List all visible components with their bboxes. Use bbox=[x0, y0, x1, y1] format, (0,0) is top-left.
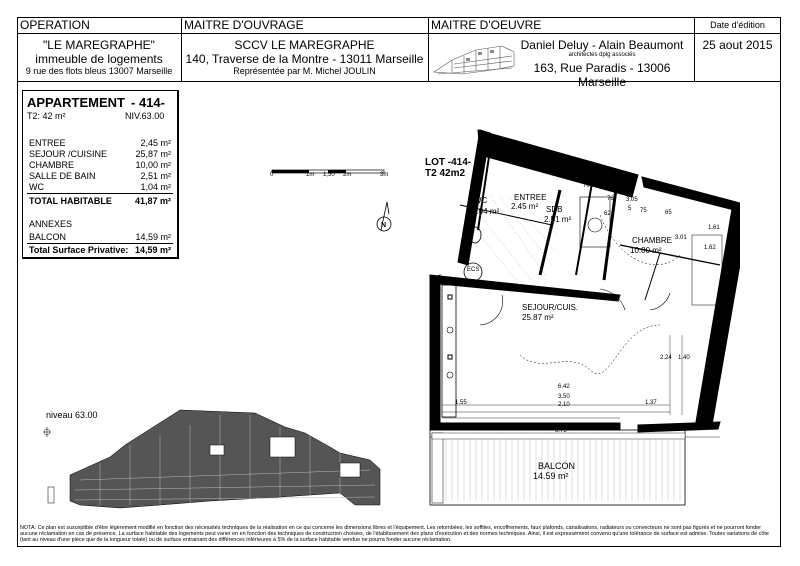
lot-label: LOT -414- bbox=[425, 157, 472, 168]
dimension-label: 75 bbox=[640, 208, 647, 214]
apartment-title: APPARTEMENT bbox=[27, 95, 125, 110]
scale-label: 0 bbox=[270, 172, 274, 178]
balcon-value: 14,59 m² bbox=[135, 232, 171, 242]
svg-text:N: N bbox=[381, 222, 387, 229]
maitre-ouvrage-rep: Représentée par M. Michel JOULIN bbox=[233, 66, 376, 76]
maitre-ouvrage-name: SCCV LE MAREGRAPHE bbox=[234, 38, 375, 52]
north-arrow-icon bbox=[373, 200, 397, 236]
dimension-label: 3.50 bbox=[558, 394, 570, 400]
wc-label: WC bbox=[474, 196, 488, 205]
room-name: ENTREE bbox=[29, 138, 66, 148]
annexes-label: ANNEXES bbox=[29, 219, 73, 229]
dimension-label: 2.24 bbox=[660, 355, 672, 361]
legal-note: NOTA: Ce plan est susceptible d'être légèrement modifié en fonction des nécessités techniques de la réalisation en ce qui concerne les dimensions libres et l'équipement. Les retombées, les soffites, encoffrements, faux plafonds, canalisations, radiateurs ou convecteurs ne sont pas figurés et ne pourront fonder aucune réclamation en cas de présence. La surface habitable des logements peut varier en en fonction des techniques de construction choisies, de l'établissement des plans d'exécution et des normes techniques. Ainsi, il est expressément convenu qu'une tolérance de surface est admise. Toutes variations de côte (tant au niveau d'une pièce que de la longueur totale) ou de surface entrainant des différences inférieures à 5% de la surface habitable vendue ne pourra fonder aucune réclamation. bbox=[20, 525, 769, 544]
chambre-area: 10.00 m² bbox=[630, 246, 662, 255]
room-area: 1,04 m² bbox=[140, 182, 171, 192]
maitre-ouvrage-header: MAITRE D'OUVRAGE bbox=[181, 17, 428, 34]
entree-label: ENTREE bbox=[514, 193, 547, 202]
ecs-label: ECS bbox=[467, 267, 480, 273]
sdb-area: 2.51 m² bbox=[544, 215, 572, 224]
sejour-area: 25.87 m² bbox=[522, 313, 554, 322]
room-name: SEJOUR /CUISINE bbox=[29, 149, 108, 159]
divider bbox=[27, 193, 173, 194]
operation-address: 9 rue des flots bleus 13007 Marseille bbox=[25, 66, 173, 76]
dimension-label: 70 bbox=[583, 183, 590, 189]
edition-date: 25 aout 2015 bbox=[702, 38, 773, 52]
dimension-label: 3.01 bbox=[675, 235, 687, 241]
scale-label: 1,50 bbox=[323, 172, 335, 178]
room-area: 2,51 m² bbox=[140, 171, 171, 181]
dimension-label: 6.75 bbox=[555, 428, 567, 434]
level-overview-plan bbox=[40, 405, 400, 520]
lot-type-label: T2 42m2 bbox=[425, 168, 466, 179]
room-name: SALLE DE BAIN bbox=[29, 171, 96, 181]
privative-value: 14,59 m² bbox=[134, 245, 171, 255]
floor-plan bbox=[420, 125, 740, 515]
privative-label: Total Surface Privative: bbox=[29, 245, 129, 255]
total-habitable-value: 41,87 m² bbox=[134, 196, 171, 206]
dimension-label: 1.37 bbox=[645, 400, 657, 406]
operation-header: OPERATION bbox=[17, 17, 181, 34]
scale-label: 3m bbox=[380, 172, 389, 178]
total-habitable-label: TOTAL HABITABLE bbox=[29, 196, 112, 206]
dimension-label: 1.40 bbox=[678, 355, 690, 361]
balcon-plan-area: 14.59 m² bbox=[533, 471, 569, 481]
room-area: 10,00 m² bbox=[135, 160, 171, 170]
entree-area: 2.45 m² bbox=[511, 202, 539, 211]
operation-name: "LE MAREGRAPHE" bbox=[43, 38, 155, 52]
chambre-label: CHAMBRE bbox=[632, 236, 673, 245]
scale-label: 1m bbox=[306, 172, 315, 178]
wc-area: 1.04 m² bbox=[472, 207, 500, 216]
apartment-type: T2: 42 m² bbox=[27, 111, 66, 121]
maitre-oeuvre-header: MAITRE D'OEUVRE bbox=[428, 17, 694, 34]
dimension-label: 1.55 bbox=[455, 400, 467, 406]
operation-type: immeuble de logements bbox=[35, 52, 163, 66]
maitre-oeuvre-name: Daniel Deluy - Alain Beaumont bbox=[520, 38, 684, 52]
dimension-label: 1.62 bbox=[704, 245, 716, 251]
balcon-plan-label: BALCON bbox=[538, 461, 576, 471]
dimension-label: 5 bbox=[628, 206, 632, 212]
room-area: 2,45 m² bbox=[140, 138, 171, 148]
apartment-summary-box bbox=[22, 90, 179, 259]
apartment-number: - 414- bbox=[131, 95, 165, 110]
dimension-label: 2.10 bbox=[558, 402, 570, 408]
room-area: 25,87 m² bbox=[135, 149, 171, 159]
dimension-label: 65 bbox=[665, 210, 672, 216]
room-name: WC bbox=[29, 182, 44, 192]
date-header: Date d'édition bbox=[694, 17, 781, 34]
sdb-label: SDB bbox=[546, 205, 563, 214]
dimension-label: 62 bbox=[604, 211, 611, 217]
dimension-label: 1.61 bbox=[708, 225, 720, 231]
dimension-label: 6.42 bbox=[558, 384, 570, 390]
maitre-oeuvre-address: 163, Rue Paradis - 13006 Marseille bbox=[533, 61, 671, 89]
divider bbox=[428, 17, 429, 82]
room-name: CHAMBRE bbox=[29, 160, 75, 170]
niveau-label: niveau 63.00 bbox=[46, 410, 98, 420]
dimension-label: 76 bbox=[607, 196, 614, 202]
apartment-level: NIV.63.00 bbox=[125, 111, 165, 121]
divider bbox=[27, 243, 173, 244]
dimension-label: 3.05 bbox=[626, 197, 638, 203]
dimension-label: 99 bbox=[715, 202, 722, 208]
maitre-ouvrage-address: 140, Traverse de la Montre - 13011 Marseille bbox=[185, 52, 424, 66]
building-sketch-image bbox=[432, 36, 516, 78]
balcon-label: BALCON bbox=[29, 232, 67, 242]
maitre-oeuvre-sub: architectes dplg associés bbox=[568, 52, 636, 58]
sejour-label: SEJOUR/CUIS. bbox=[522, 303, 579, 312]
scale-label: 2m bbox=[343, 172, 352, 178]
